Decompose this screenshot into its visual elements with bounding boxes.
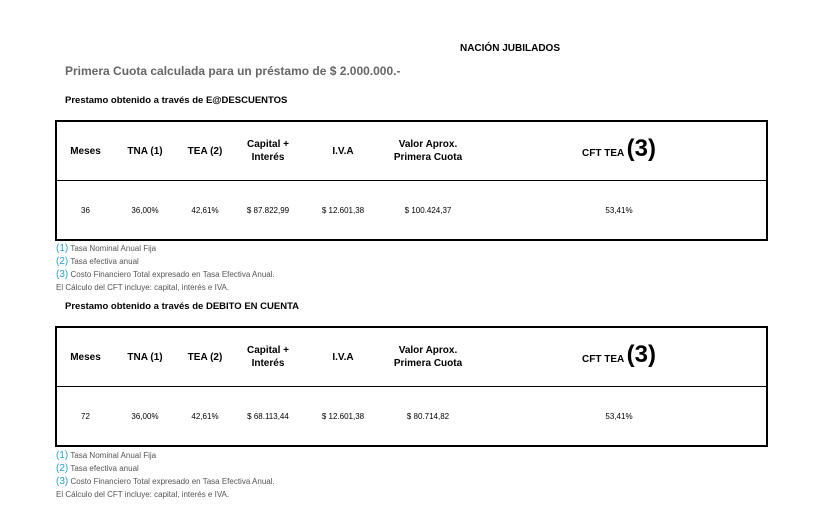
- footnote-item: (2) Tasa efectiva anual: [56, 256, 139, 267]
- cft-tea-note: (3): [626, 341, 656, 368]
- col-header-cft-tea: [472, 327, 767, 387]
- footnote-item: (2) Tasa efectiva anual: [56, 463, 139, 474]
- cft-tea-label: CFT TEA: [582, 354, 624, 365]
- col-header-iva: I.V.A: [332, 351, 354, 363]
- cell-tea: 42,61%: [191, 205, 219, 215]
- col-header-tea: TEA (2): [187, 145, 223, 157]
- section-heading-debito: Prestamo obtenido a través de DEBITO EN CUENTA: [65, 301, 300, 312]
- col-header-iva: I.V.A: [332, 145, 354, 157]
- loan-table-debito: [55, 326, 768, 447]
- col-header-primera-cuota: Valor Aprox. Primera Cuota: [393, 345, 463, 369]
- col-header-tna: TNA (1): [127, 145, 163, 157]
- table-row: [56, 387, 767, 447]
- footnotes-edescuentos: [56, 242, 275, 294]
- col-header-tna: TNA (1): [127, 351, 163, 363]
- col-header-capital-interes: Capital + Interés: [247, 345, 289, 369]
- cft-tea-note: (3): [626, 135, 656, 162]
- footnote-cft-includes: El Cálculo del CFT incluye: capital, interés e IVA.: [56, 283, 230, 292]
- cell-primera-cuota: $ 100.424,37: [404, 205, 452, 215]
- footnote-item: (3) Costo Financiero Total expresado en Tasa Efectiva Anual.: [56, 269, 275, 280]
- col-header-cft-tea: [472, 121, 767, 181]
- cell-capital-interes: $ 87.822,99: [246, 205, 290, 215]
- cell-tna: 36,00%: [131, 411, 159, 421]
- cell-iva: $ 12.601,38: [321, 205, 365, 215]
- footnote-item: (1) Tasa Nominal Anual Fija: [56, 450, 157, 461]
- cft-tea-label: CFT TEA: [582, 148, 624, 159]
- cell-capital-interes: $ 68.113,44: [247, 411, 289, 421]
- footnote-cft-includes: El Cálculo del CFT incluye: capital, interés e IVA.: [56, 490, 230, 499]
- table-header-row: [56, 121, 767, 181]
- document-title: NACIÓN JUBILADOS: [459, 43, 560, 54]
- cell-tna: 36,00%: [131, 205, 159, 215]
- cell-cft-value: 53,41%: [605, 205, 633, 215]
- document-subtitle: Primera Cuota calculada para un préstamo de $ 2.000.000.-: [65, 64, 401, 78]
- col-header-capital-interes: Capital + Interés: [247, 139, 289, 163]
- col-header-tea: TEA (2): [187, 351, 223, 363]
- table-row: [56, 181, 767, 241]
- cell-tea: 42,61%: [191, 411, 219, 421]
- footnote-item: (3) Costo Financiero Total expresado en Tasa Efectiva Anual.: [56, 476, 275, 487]
- footnote-item: (1) Tasa Nominal Anual Fija: [56, 243, 157, 254]
- col-header-meses: Meses: [70, 351, 101, 363]
- col-header-primera-cuota: Valor Aprox. Primera Cuota: [393, 139, 463, 163]
- cell-meses: 72: [81, 411, 90, 421]
- footnotes-debito: [56, 449, 275, 501]
- section-heading-edescuentos: Prestamo obtenido a través de E@DESCUENTOS: [65, 95, 288, 106]
- loan-table-edescuentos: [55, 120, 768, 241]
- col-header-meses: Meses: [70, 145, 101, 157]
- cell-iva: $ 12.601,38: [321, 411, 365, 421]
- cell-primera-cuota: $ 80.714,82: [406, 411, 450, 421]
- cell-meses: 36: [81, 205, 90, 215]
- table-header-row: [56, 327, 767, 387]
- cell-cft-value: 53,41%: [605, 411, 633, 421]
